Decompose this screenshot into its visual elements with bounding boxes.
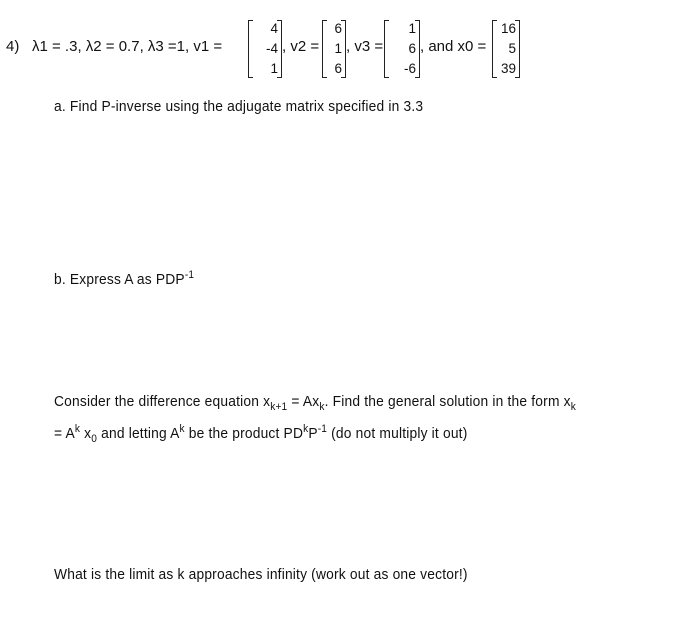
x0-entry: 5 [508, 41, 516, 56]
superscript: k [179, 423, 185, 435]
subscript: k [319, 401, 325, 413]
v2-label: , v2 = [282, 38, 320, 55]
text: Consider the difference equation x [54, 393, 271, 410]
diff-eq-line-2 [54, 423, 467, 445]
v3-matrix [384, 20, 420, 78]
v1-entry: 4 [270, 21, 278, 36]
part-a-text: a. Find P-inverse using the adjugate matrix specified in 3.3 [54, 98, 424, 115]
superscript: k [74, 423, 81, 435]
problem-number: 4) [6, 38, 20, 55]
x0-label: , and x0 = [420, 38, 487, 55]
v3-label: , v3 = [346, 38, 384, 55]
text: be the product PD [184, 425, 304, 442]
text: x [80, 425, 92, 442]
subscript: k [570, 401, 576, 413]
diff-eq-line-1 [54, 393, 576, 413]
subscript: k+1 [270, 401, 288, 413]
limit-question: What is the limit as k approaches infinity (work out as one vector!) [54, 566, 468, 583]
v2-entry: 1 [334, 41, 342, 56]
v3-entry: 1 [408, 21, 416, 36]
eigenvalues-text: λ1 = .3, λ2 = 0.7, λ3 =1, v1 = [32, 38, 223, 55]
v1-entry: 1 [270, 61, 278, 76]
v3-entry: -6 [403, 61, 416, 76]
part-b-text [54, 269, 194, 288]
superscript: -1 [317, 423, 328, 435]
v2-entry: 6 [334, 21, 342, 36]
subscript: 0 [91, 433, 98, 445]
v2-matrix [322, 20, 346, 78]
v1-entry: -4 [265, 41, 278, 56]
v2-entry: 6 [334, 61, 342, 76]
text: . Find the general solution in the form x [324, 393, 571, 410]
x0-entry: 39 [500, 61, 516, 76]
text: = A [54, 425, 75, 442]
text: = Ax [287, 393, 320, 410]
v3-entry: 6 [408, 41, 416, 56]
x0-matrix [492, 20, 520, 78]
part-b-sup: -1 [184, 269, 195, 281]
x0-entry: 16 [500, 21, 516, 36]
superscript: k [303, 423, 309, 435]
text: P [308, 425, 318, 442]
text: and letting A [97, 425, 180, 442]
v1-matrix [248, 20, 282, 78]
part-b-main: b. Express A as PDP [54, 271, 185, 288]
text: (do not multiply it out) [327, 425, 468, 442]
